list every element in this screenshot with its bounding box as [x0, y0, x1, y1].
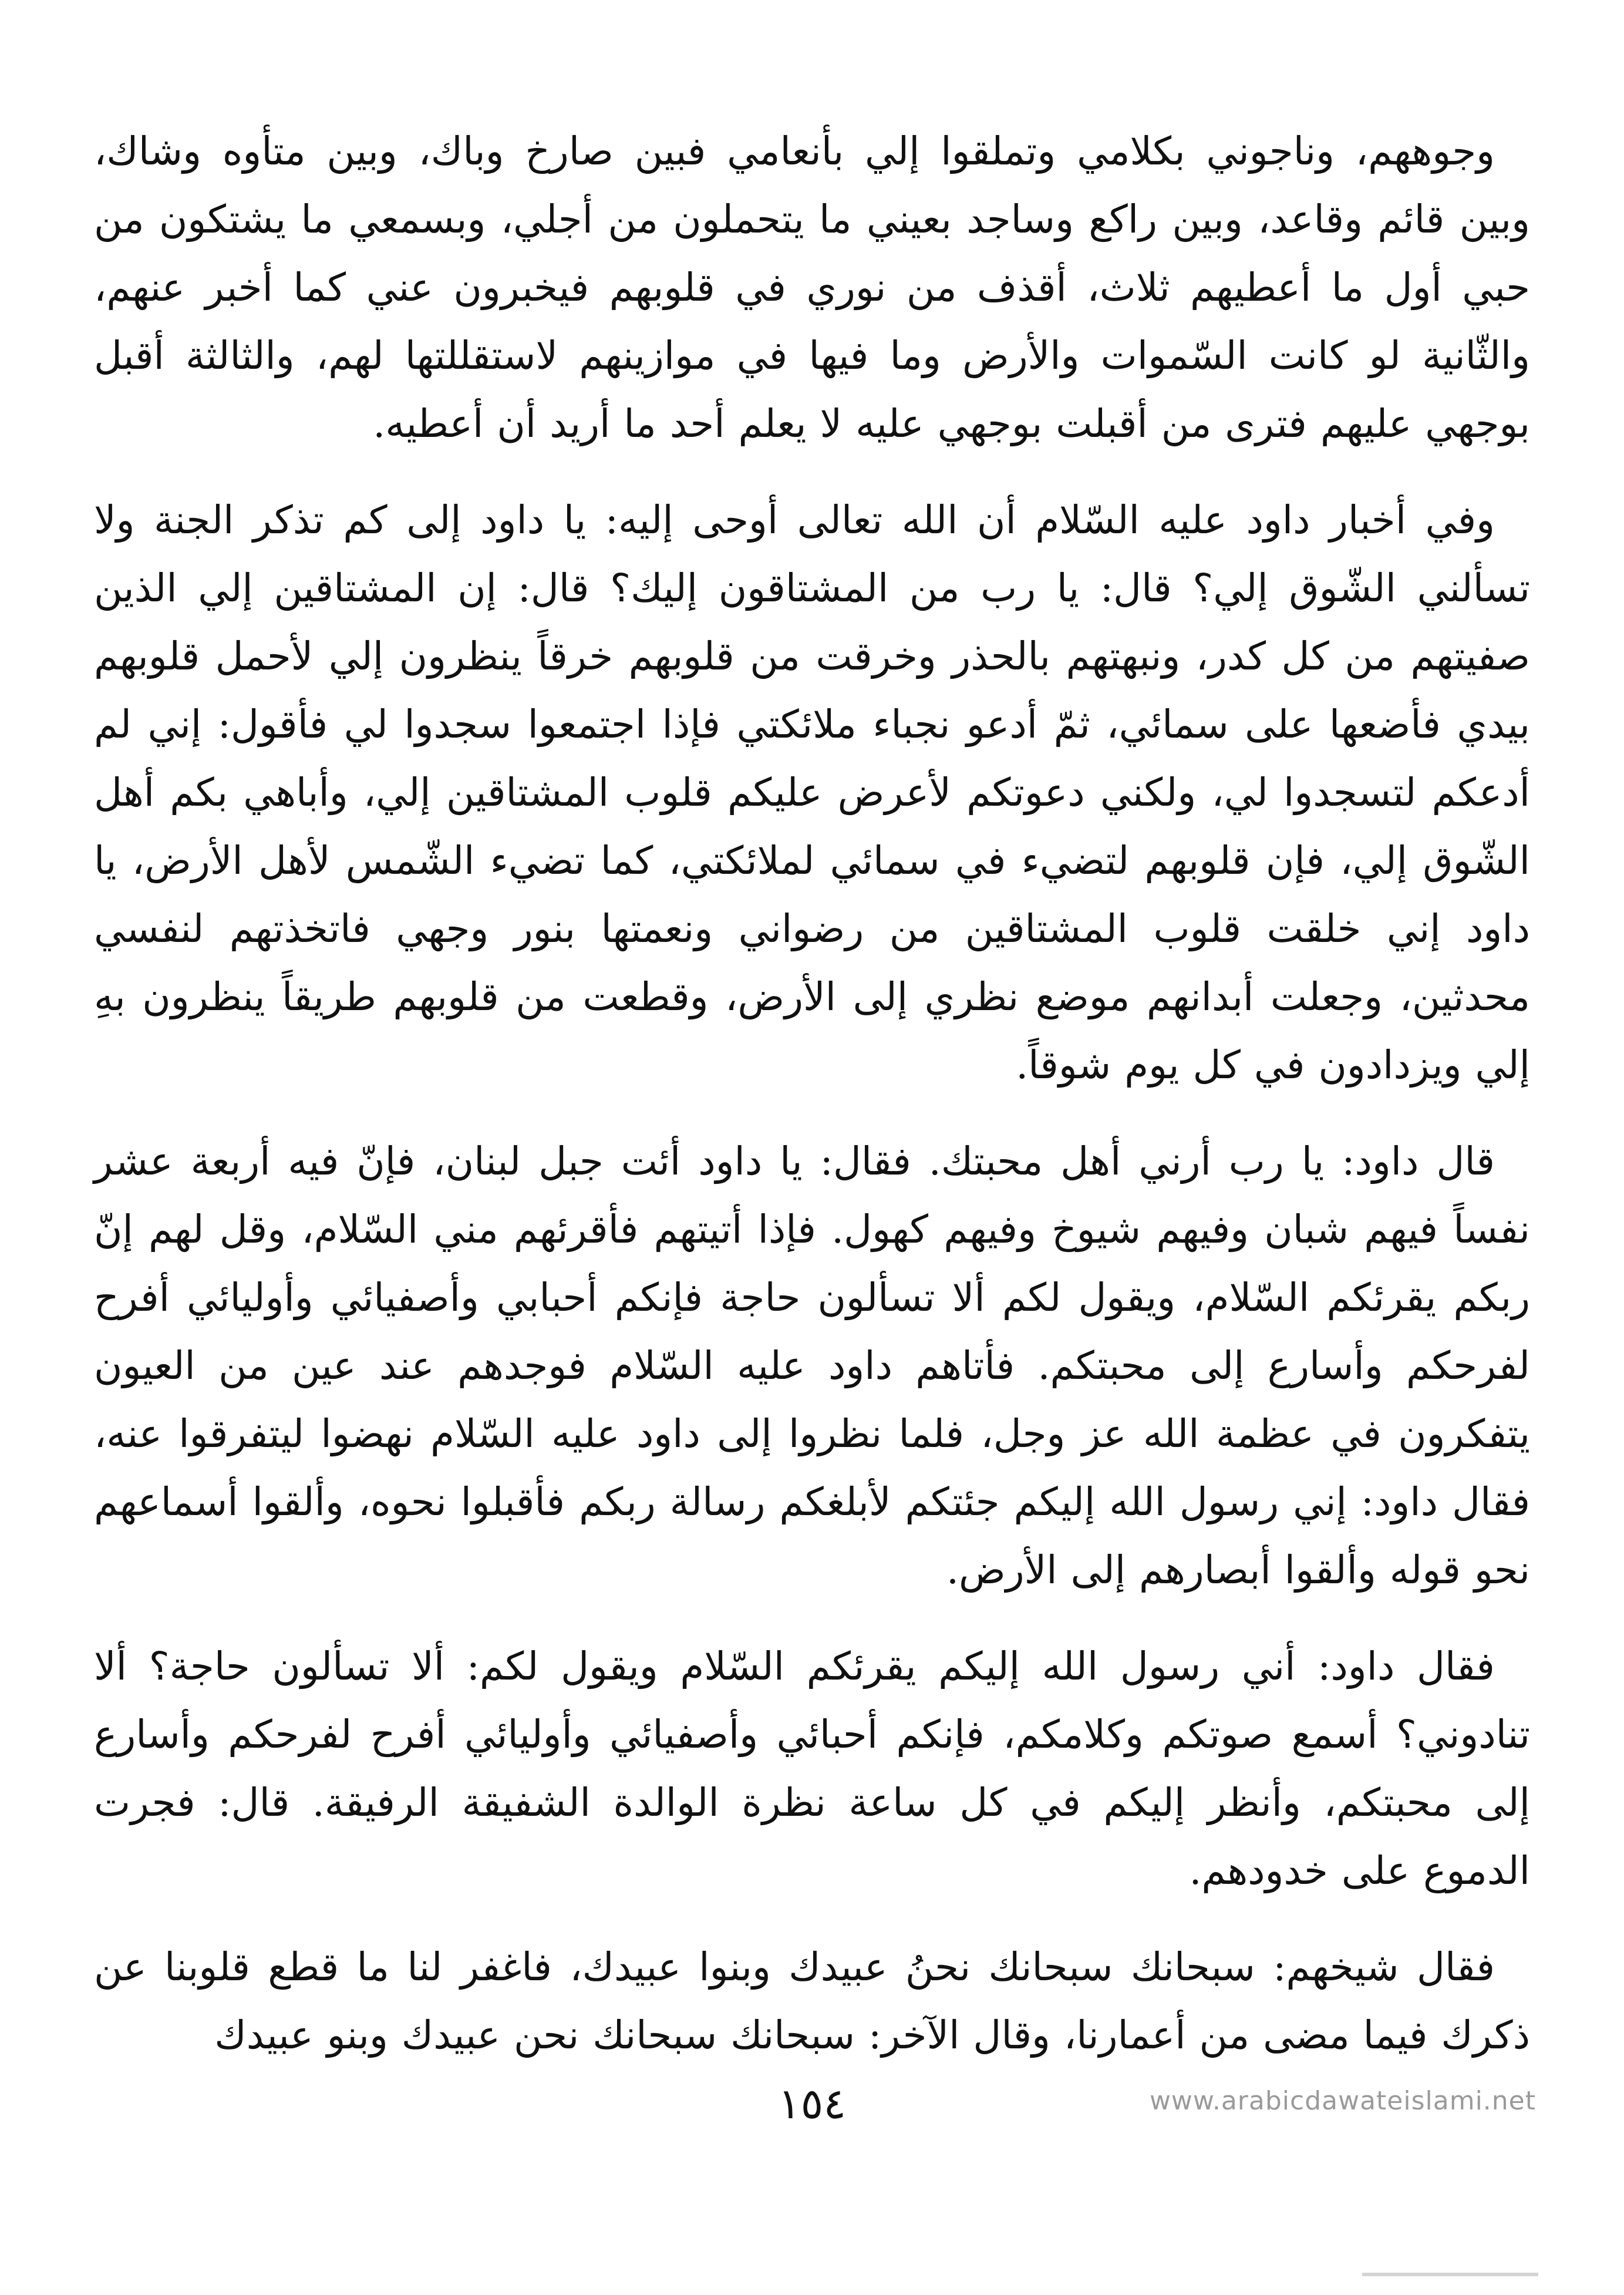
- watermark-url: www.arabicdawateislami.net: [1149, 2086, 1536, 2116]
- paragraph-4: فقال داود: أني رسول الله إليكم يقرئكم السّلام ويقول لكم: ألا تسألون حاجة؟ ألا تنادوني؟ أسمع صوتكم وكلامكم، فإنكم أحبائي وأصفيائي وأوليائي أفرح لفرحكم وأسارع إلى محبتكم، وأنظر إليكم في كل ساعة نظرة الوالدة الشفيقة الرفيقة. قال: فجرت الدموع على خدودهم.: [94, 1644, 1530, 1893]
- paragraph-2: وفي أخبار داود عليه السّلام أن الله تعالى أوحى إليه: يا داود إلى كم تذكر الجنة ولا تسألني الشّوق إلي؟ قال: يا رب من المشتاقون إليك؟ قال: إن المشتاقين إلي الذين صفيتهم من كل كدر، ونبهتهم بالحذر وخرقت من قلوبهم خرقاً ينظرون إلي لأحمل قلوبهم بيدي فأضعها على سمائي، ثمّ أدعو نجباء ملائكتي فإذا اجتمعوا سجدوا لي فأقول: إني لم أدعكم لتسجدوا لي، ولكني دعوتكم لأعرض عليكم قلوب المشتاقين إلي، وأباهي بكم أهل الشّوق إلي، فإن قلوبهم لتضيء في سمائي لملائكتي، كما تضيء الشّمس لأهل الأرض، يا داود إني خلقت قلوب المشتاقين من رضواني ونعمتها بنور وجهي فاتخذتهم لنفسي محدثين، وجعلت أبدانهم موضع نظري إلى الأرض، وقطعت من قلوبهم طريقاً ينظرون بهِ إلي ويزدادون في كل يوم شوقاً.: [94, 497, 1530, 1088]
- body-text: [94, 117, 1530, 2098]
- paragraph-1: وجوههم، وناجوني بكلامي وتملقوا إلي بأنعامي فبين صارخ وباك، وبين متأوه وشاك، وبين قائم وقاعد، وبين راكع وساجد بعيني ما يتحملون من أجلي، وبسمعي ما يشتكون من حبي أول ما أعطيهم ثلاث، أقذف من نوري في قلوبهم فيخبرون عني كما أخبر عنهم، والثّانية لو كانت السّموات والأرض وما فيها في موازينهم لاستقللتها لهم، والثالثة أقبل بوجهي عليهم فترى من أقبلت بوجهي عليه لا يعلم أحد ما أريد أن أعطيه.: [94, 129, 1531, 446]
- paragraph-3: قال داود: يا رب أرني أهل محبتك. فقال: يا داود أئت جبل لبنان، فإنّ فيه أربعة عشر نفساً فيهم شبان وفيهم شيوخ وفيهم كهول. فإذا أتيتهم فأقرئهم مني السّلام، وقل لهم إنّ ربكم يقرئكم السّلام، ويقول لكم ألا تسألون حاجة فإنكم أحبابي وأصفيائي وأوليائي أفرح لفرحكم وأسارع إلى محبتكم. فأتاهم داود عليه السّلام فوجدهم عند عين من العيون يتفكرون في عظمة الله عز وجل، فلما نظروا إلى داود عليه السّلام نهضوا ليتفرقوا عنه، فقال داود: إني رسول الله إليكم جئتكم لأبلغكم رسالة ربكم فأقبلوا نحوه، وألقوا أسماعهم نحو قوله وألقوا أبصارهم إلى الأرض.: [94, 1139, 1530, 1593]
- page-number: ١٥٤: [777, 2079, 846, 2128]
- paragraph-5: فقال شيخهم: سبحانك سبحانك نحنُ عبيدك وبنوا عبيدك، فاغفر لنا ما قطع قلوبنا عن ذكرك فيما مضى من أعمارنا، وقال الآخر: سبحانك سبحانك نحن عبيدك وبنو عبيدك: [94, 1944, 1530, 2058]
- scan-edge-mark: [1362, 2273, 1538, 2276]
